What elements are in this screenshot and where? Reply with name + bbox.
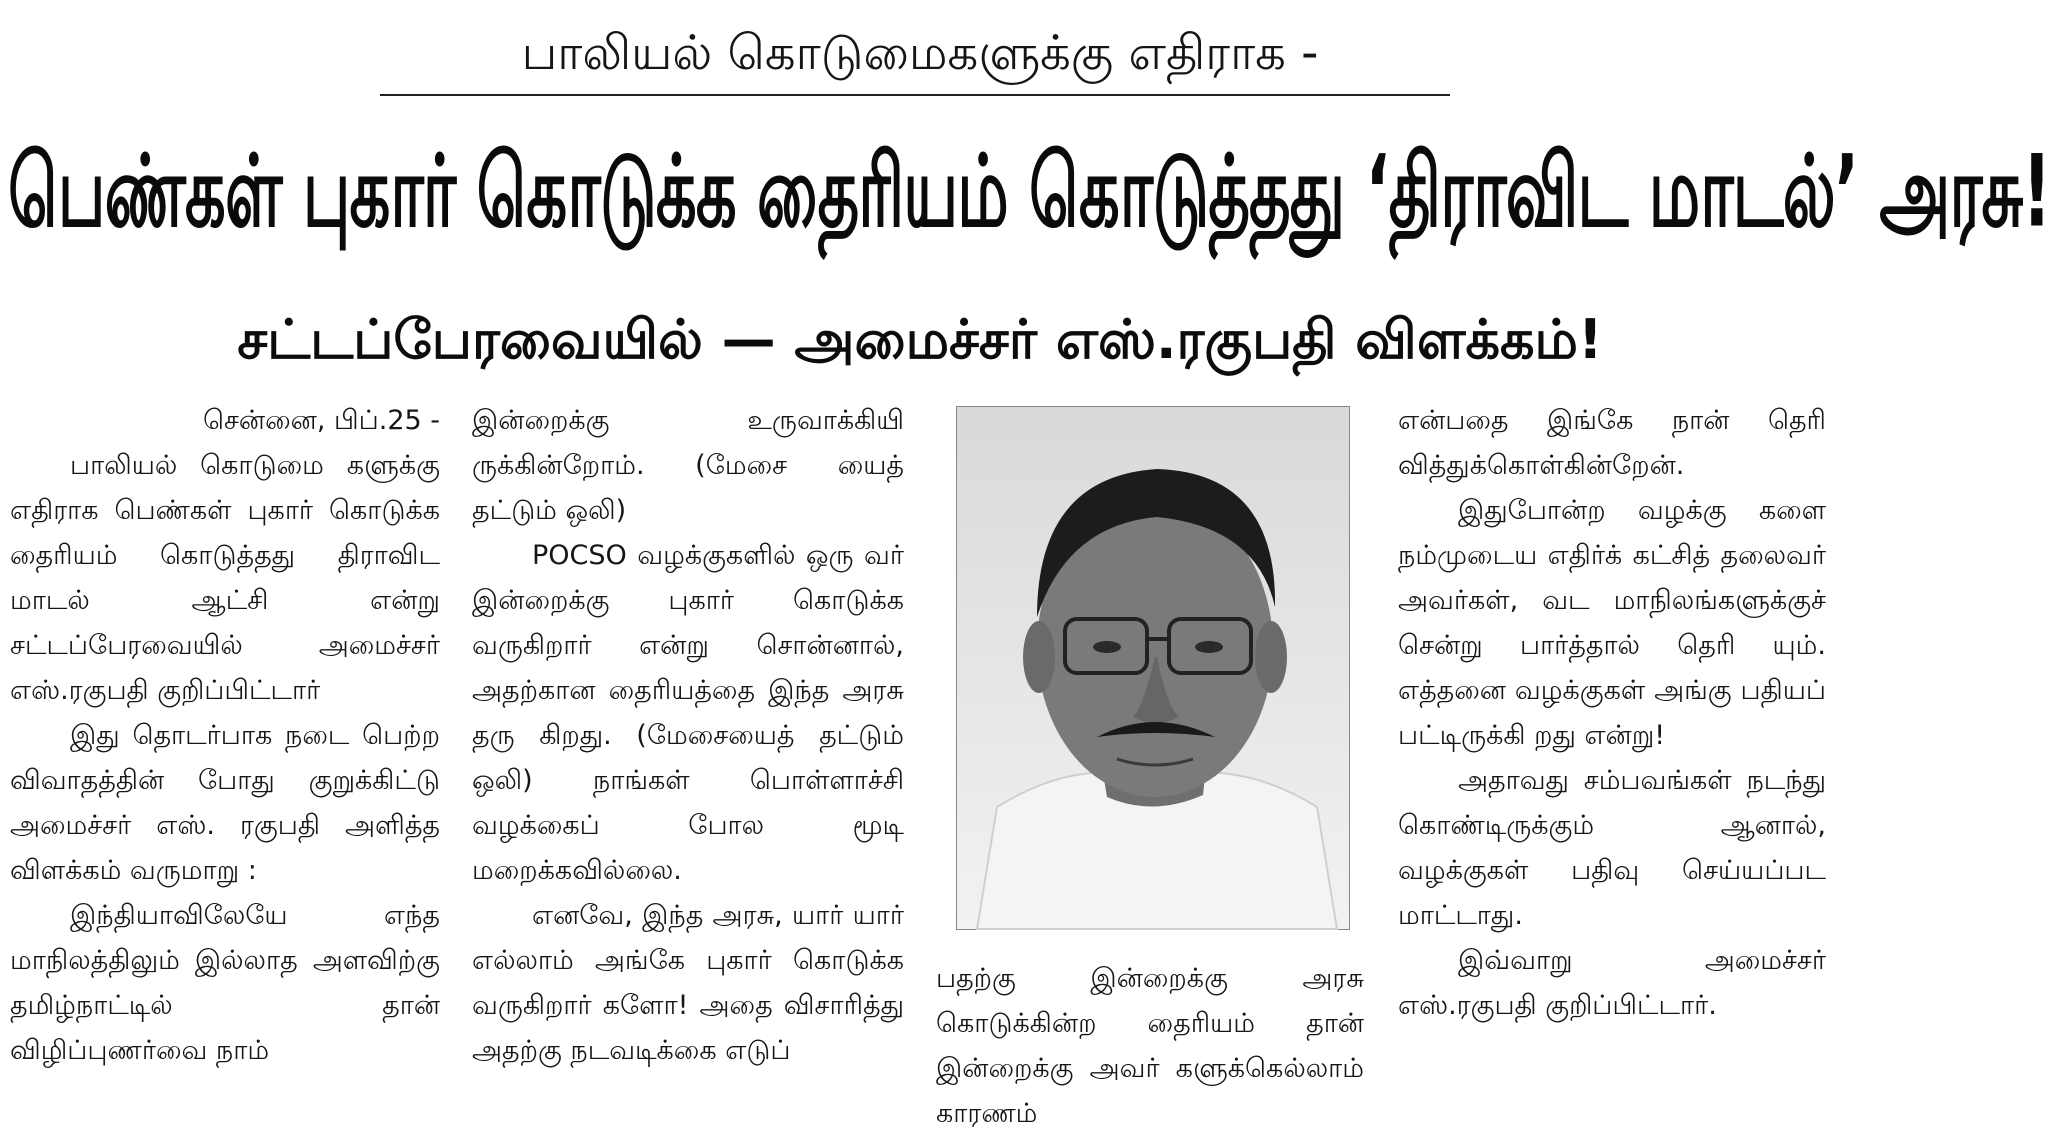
article-column-1 — [10, 398, 440, 1073]
paragraph: பாலியல் கொடுமை களுக்கு எதிராக பெண்கள் புகார் கொடுக்க தைரியம் கொடுத்தது திராவிட மாடல் ஆட்சி என்று சட்டப்பேரவையில் அமைச்சர் எஸ்.ரகுபதி குறிப்பிட்டார் — [10, 450, 440, 706]
kicker-headline: பாலியல் கொடுமைகளுக்கு எதிராக - — [521, 25, 1319, 81]
main-headline: பெண்கள் புகார் கொடுக்க தைரியம் கொடுத்தது ‘திராவிட மாடல்’ அரசு! — [8, 135, 2050, 251]
paragraph: இன்றைக்கு உருவாக்கியி ருக்கின்றோம். (மேசை யைத் தட்டும் ஒலி) — [472, 405, 904, 526]
article-column-4 — [1398, 398, 1826, 1028]
paragraph: பதற்கு இன்றைக்கு அரசு கொடுக்கின்ற தைரியம் தான் இன்றைக்கு அவர் களுக்கெல்லாம் காரணம் — [936, 963, 1364, 1129]
dateline: சென்னை, பிப்.25 - — [202, 405, 440, 436]
paragraph: இதுபோன்ற வழக்கு களை நம்முடைய எதிர்க் கட்சித் தலைவர் அவர்கள், வட மாநிலங்களுக்குச் சென்று பார்த்தால் தெரி யும். எத்தனை வழக்குகள் அங்கு பதியப் பட்டிருக்கி றது என்று! — [1398, 495, 1826, 751]
paragraph: POCSO வழக்குகளில் ஒரு வர் இன்றைக்கு புகார் கொடுக்க வருகிறார் என்று சொன்னால், அதற்கான தைரியத்தை இந்த அரசு தரு கிறது. (மேசையைத் தட்டும் ஒலி) நாங்கள் பொள்ளாச்சி வழக்கைப் போல மூடி மறைக்கவில்லை. — [472, 540, 904, 886]
minister-photo — [956, 406, 1350, 930]
paragraph: எனவே, இந்த அரசு, யார் யார் எல்லாம் அங்கே புகார் கொடுக்க வருகிறார் களோ! அதை விசாரித்து அதற்கு நடவடிக்கை எடுப் — [472, 900, 904, 1066]
article-column-3 — [936, 956, 1364, 1136]
article-column-2 — [472, 398, 904, 1073]
paragraph: இவ்வாறு அமைச்சர் எஸ்.ரகுபதி குறிப்பிட்டார். — [1398, 945, 1826, 1021]
paragraph: இது தொடர்பாக நடை பெற்ற விவாதத்தின் போது குறுக்கிட்டு அமைச்சர் எஸ். ரகுபதி அளித்த விளக்கம் வருமாறு : — [10, 720, 440, 886]
paragraph: இந்தியாவிலேயே எந்த மாநிலத்திலும் இல்லாத அளவிற்கு தமிழ்நாட்டில் தான் விழிப்புணர்வை நாம் — [10, 900, 440, 1066]
portrait-image — [957, 407, 1349, 929]
paragraph: அதாவது சம்பவங்கள் நடந்து கொண்டிருக்கும் ஆனால், வழக்குகள் பதிவு செய்யப்பட மாட்டாது. — [1398, 765, 1826, 931]
paragraph: என்பதை இங்கே நான் தெரி வித்துக்கொள்கின்றேன். — [1398, 405, 1826, 481]
sub-headline: சட்டப்பேரவையில் — அமைச்சர் எஸ்.ரகுபதி விளக்கம்! — [237, 308, 1603, 371]
